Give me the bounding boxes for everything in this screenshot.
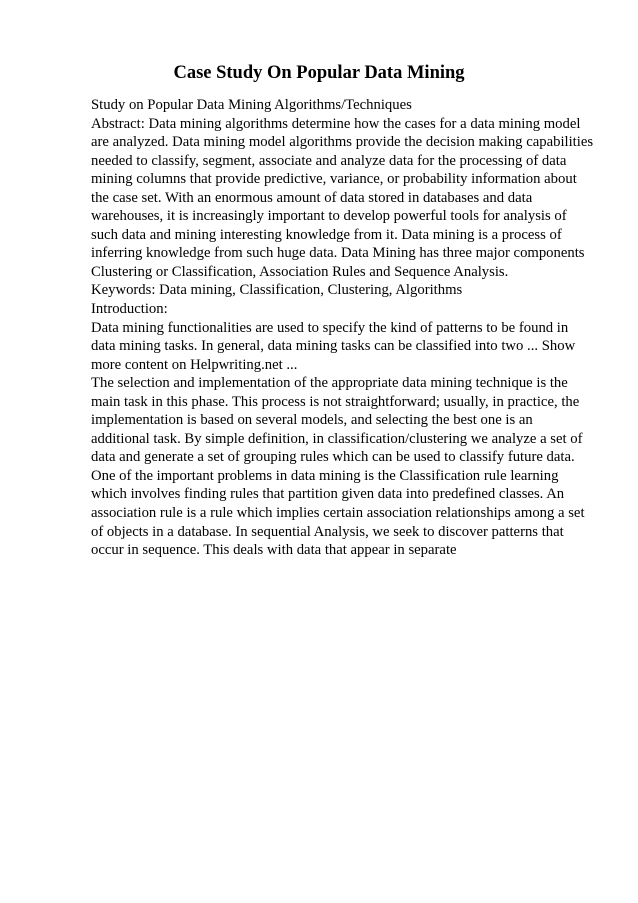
abstract-line: needed to classify, segment, associate and analyze data for the processing of data bbox=[91, 152, 567, 169]
body-line: main task in this phase. This process is not straightforward; usually, in practice, the bbox=[91, 393, 580, 410]
body-line: additional task. By simple definition, in classification/clustering we analyze a set of bbox=[91, 430, 583, 447]
body-line: of objects in a database. In sequential Analysis, we seek to discover patterns that bbox=[91, 523, 564, 540]
abstract-line: mining columns that provide predictive, variance, or probability information about bbox=[91, 171, 577, 188]
introduction-line: Data mining functionalities are used to specify the kind of patterns to be found in bbox=[91, 319, 569, 336]
body-line: association rule is a rule which implies certain association relationships among a set bbox=[91, 505, 585, 522]
subtitle-line: Study on Popular Data Mining Algorithms/Techniques bbox=[91, 97, 412, 113]
body-line: The selection and implementation of the appropriate data mining technique is the bbox=[91, 375, 568, 392]
keywords-line: Keywords: Data mining, Classification, Clustering, Algorithms bbox=[91, 282, 463, 299]
body-line: occur in sequence. This deals with data that appear in separate bbox=[91, 542, 457, 559]
abstract-line: Abstract: Data mining algorithms determine how the cases for a data mining model bbox=[91, 115, 581, 132]
abstract-line: warehouses, it is increasingly important to develop powerful tools for analysis of bbox=[91, 208, 567, 225]
abstract-line: inferring knowledge from such huge data. Data Mining has three major components bbox=[91, 245, 585, 262]
abstract-line: the case set. With an enormous amount of data stored in databases and data bbox=[91, 189, 533, 206]
body-line: which involves finding rules that partition given data into predefined classes. An bbox=[91, 486, 565, 503]
body-line: One of the important problems in data mining is the Classification rule learning bbox=[91, 467, 559, 484]
introduction-line: data mining tasks. In general, data mining tasks can be classified into two ... Show bbox=[91, 338, 576, 355]
body-line: implementation is based on several models, and selecting the best one is an bbox=[91, 412, 533, 429]
introduction-line: more content on Helpwriting.net ... bbox=[91, 356, 298, 373]
introduction-heading: Introduction: bbox=[91, 301, 168, 318]
abstract-line: such data and mining interesting knowledge from it. Data mining is a process of bbox=[91, 226, 562, 243]
abstract-line: are analyzed. Data mining model algorithms provide the decision making capabilities bbox=[91, 134, 594, 151]
body-line: data and generate a set of grouping rules which can be used to classify future data. bbox=[91, 449, 575, 466]
abstract-line: Clustering or Classification, Association Rules and Sequence Analysis. bbox=[91, 263, 509, 280]
document-title: Case Study On Popular Data Mining bbox=[173, 63, 465, 83]
document-body bbox=[91, 96, 594, 560]
